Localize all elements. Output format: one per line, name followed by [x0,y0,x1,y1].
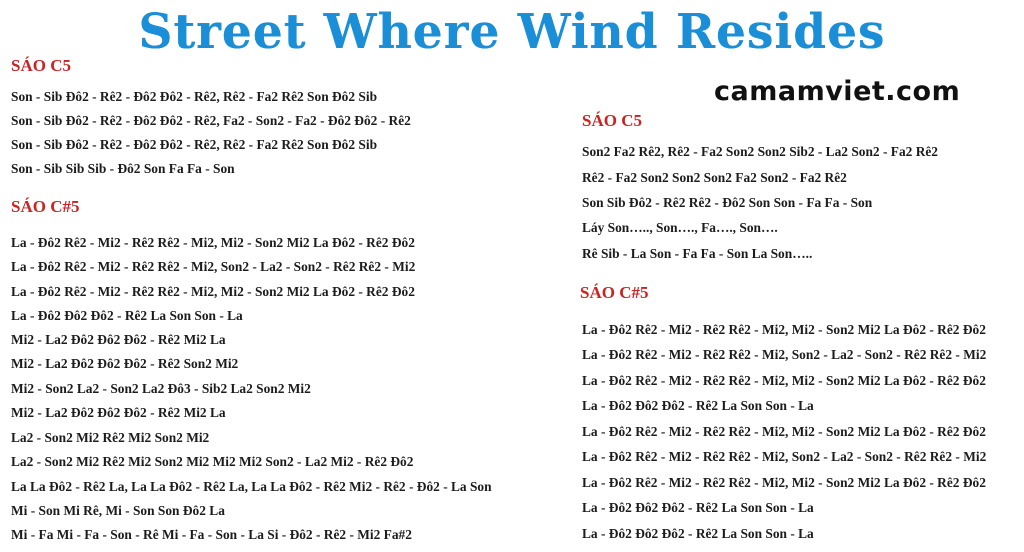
notation-line: Mi - Fa Mi - Fa - Son - Rê Mi - Fa - Son - La Si - Đô2 - Rê2 - Mi2 Fa#2 [11,527,412,542]
notation-line: La - Đô2 Rê2 - Mi2 - Rê2 Rê2 - Mi2, Son2 - La2 - Son2 - Rê2 Rê2 - Mi2 [582,347,987,362]
notation-line: Mi2 - La2 Đô2 Đô2 Đô2 - Rê2 Mi2 La [11,405,226,420]
page-title: Street Where Wind Resides [138,4,886,60]
notation-line: Son2 Fa2 Rê2, Rê2 - Fa2 Son2 Son2 Sib2 - La2 Son2 - Fa2 Rê2 [582,144,939,159]
notation-line: La - Đô2 Rê2 - Mi2 - Rê2 Rê2 - Mi2, Son2 - La2 - Son2 - Rê2 Rê2 - Mi2 [11,259,416,274]
section-heading-c5: SÁO C5 [582,111,642,130]
notation-line: La - Đô2 Rê2 - Mi2 - Rê2 Rê2 - Mi2, Mi2 - Son2 Mi2 La Đô2 - Rê2 Đô2 [582,373,986,388]
notation-line: Láy Son….., Son…., Fa…., Son…. [582,220,778,235]
section-heading-c-sharp-5: SÁO C#5 [11,197,80,216]
notation-line: Son - Sib Đô2 - Rê2 - Đô2 Đô2 - Rê2, Fa2 - Son2 - Fa2 - Đô2 Đô2 - Rê2 [11,113,411,128]
notation-line: Son - Sib Đô2 - Rê2 - Đô2 Đô2 - Rê2, Rê2 - Fa2 Rê2 Son Đô2 Sib [11,137,378,152]
notation-line: Son - Sib Đô2 - Rê2 - Đô2 Đô2 - Rê2, Rê2 - Fa2 Rê2 Son Đô2 Sib [11,89,378,104]
notation-line: Mi2 - La2 Đô2 Đô2 Đô2 - Rê2 Son2 Mi2 [11,356,239,371]
notation-line: La - Đô2 Đô2 Đô2 - Rê2 La Son Son - La [582,500,814,515]
notation-line: La - Đô2 Rê2 - Mi2 - Rê2 Rê2 - Mi2, Mi2 - Son2 Mi2 La Đô2 - Rê2 Đô2 [11,235,415,250]
notation-line: Mi2 - Son2 La2 - Son2 La2 Đô3 - Sib2 La2 Son2 Mi2 [11,381,311,396]
notation-line: Son Sib Đô2 - Rê2 Rê2 - Đô2 Son Son - Fa Fa - Son [582,195,873,210]
notation-line: La - Đô2 Rê2 - Mi2 - Rê2 Rê2 - Mi2, Mi2 - Son2 Mi2 La Đô2 - Rê2 Đô2 [11,284,415,299]
notation-line: La - Đô2 Rê2 - Mi2 - Rê2 Rê2 - Mi2, Mi2 - Son2 Mi2 La Đô2 - Rê2 Đô2 [582,475,986,490]
section-heading-c5: SÁO C5 [11,56,71,75]
notation-line: La - Đô2 Rê2 - Mi2 - Rê2 Rê2 - Mi2, Son2 - La2 - Son2 - Rê2 Rê2 - Mi2 [582,449,987,464]
notation-line: La - Đô2 Đô2 Đô2 - Rê2 La Son Son - La [582,398,814,413]
notation-line: La - Đô2 Rê2 - Mi2 - Rê2 Rê2 - Mi2, Mi2 - Son2 Mi2 La Đô2 - Rê2 Đô2 [582,322,986,337]
notation-line: Rê Sib - La Son - Fa Fa - Son La Son….. [582,246,813,261]
notation-line: La - Đô2 Đô2 Đô2 - Rê2 La Son Son - La [11,308,243,323]
notation-line: La - Đô2 Rê2 - Mi2 - Rê2 Rê2 - Mi2, Mi2 - Son2 Mi2 La Đô2 - Rê2 Đô2 [582,424,986,439]
notation-line: La2 - Son2 Mi2 Rê2 Mi2 Son2 Mi2 [11,430,210,445]
section-heading-c-sharp-5: SÁO C#5 [580,283,649,302]
notation-line: La La Đô2 - Rê2 La, La La Đô2 - Rê2 La, La La Đô2 - Rê2 Mi2 - Rê2 - Đô2 - La Son [11,479,492,494]
website-watermark: camamviet.com [714,76,961,107]
notation-line: Rê2 - Fa2 Son2 Son2 Son2 Fa2 Son2 - Fa2 Rê2 [582,170,847,185]
notation-line: Son - Sib Sib Sib - Đô2 Son Fa Fa - Son [11,161,235,176]
notation-line: Mi - Son Mi Rê, Mi - Son Son Đô2 La [11,503,225,518]
notation-line: Mi2 - La2 Đô2 Đô2 Đô2 - Rê2 Mi2 La [11,332,226,347]
notation-line: La - Đô2 Đô2 Đô2 - Rê2 La Son Son - La [582,526,814,541]
notation-line: La2 - Son2 Mi2 Rê2 Mi2 Son2 Mi2 Mi2 Mi2 Son2 - La2 Mi2 - Rê2 Đô2 [11,454,414,469]
